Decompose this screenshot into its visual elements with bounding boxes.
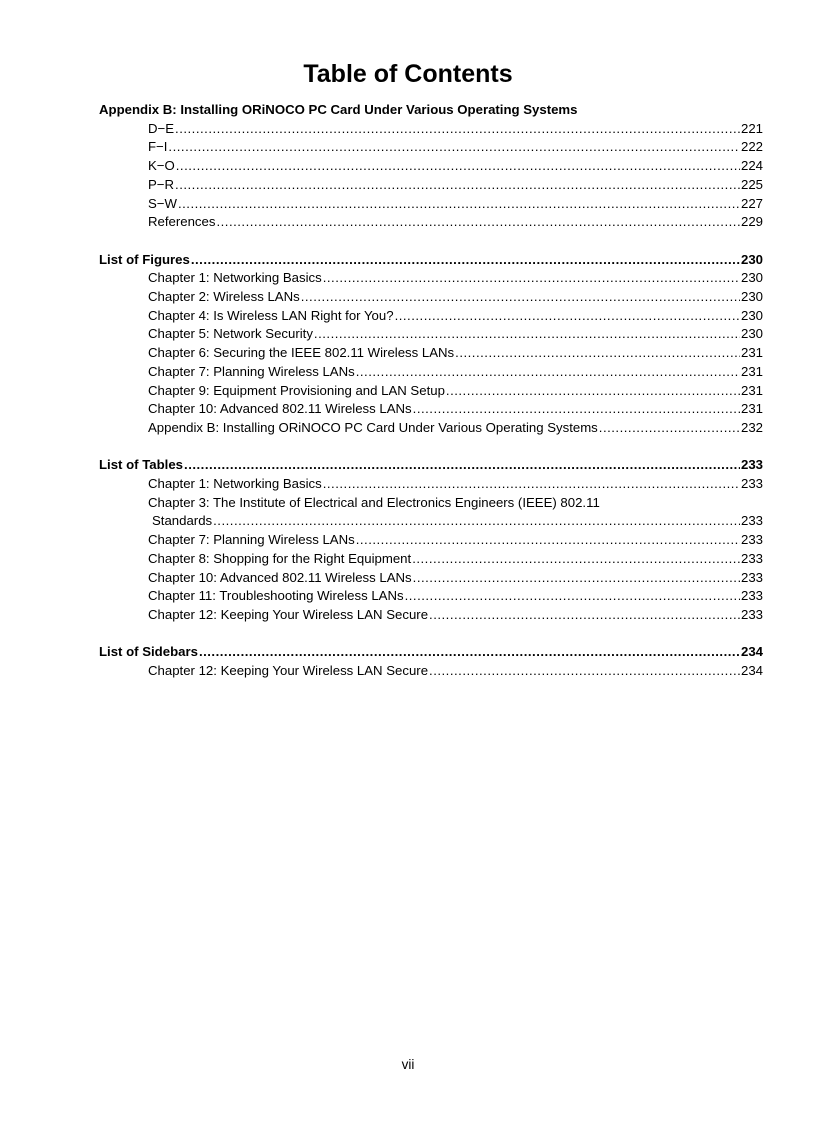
toc-entry-page: 231 <box>740 363 763 379</box>
section-heading-list-of-tables[interactable] <box>99 456 763 475</box>
dot-leader <box>178 195 740 214</box>
table-of-contents <box>99 101 763 681</box>
dot-leader <box>168 138 740 157</box>
toc-section-page: 234 <box>740 644 763 660</box>
toc-entry-s-w[interactable] <box>99 195 763 214</box>
toc-entry-page: 230 <box>740 270 763 286</box>
toc-entry[interactable] <box>99 325 763 344</box>
toc-entry-label: Chapter 7: Planning Wireless LANs <box>148 363 355 379</box>
dot-leader <box>599 419 740 438</box>
toc-entry-label: F−I <box>148 139 168 155</box>
toc-entry-page: 233 <box>740 606 763 622</box>
toc-entry-label: Chapter 10: Advanced 802.11 Wireless LANs <box>148 401 412 417</box>
toc-entry-label: S−W <box>148 195 177 211</box>
dot-leader <box>314 325 740 344</box>
dot-leader <box>413 400 740 419</box>
toc-entry-label: Chapter 6: Securing the IEEE 802.11 Wireless LANs <box>148 345 455 361</box>
toc-entry-page: 230 <box>740 307 763 323</box>
toc-entry[interactable] <box>99 363 763 382</box>
toc-entry[interactable] <box>99 307 763 326</box>
toc-entry-label: References <box>148 214 216 230</box>
toc-entry-label: Chapter 7: Planning Wireless LANs <box>148 532 355 548</box>
toc-entry-k-o[interactable] <box>99 157 763 176</box>
toc-section-label: List of Tables <box>99 457 184 473</box>
toc-entry[interactable] <box>99 550 763 569</box>
toc-entry[interactable] <box>99 288 763 307</box>
dot-leader <box>323 269 740 288</box>
toc-section-page: 230 <box>740 251 763 267</box>
toc-entry-label: Chapter 2: Wireless LANs <box>148 289 300 305</box>
toc-entry[interactable] <box>99 419 763 438</box>
toc-entry-label: Chapter 10: Advanced 802.11 Wireless LANs <box>148 569 412 585</box>
toc-entry[interactable] <box>99 344 763 363</box>
toc-entry[interactable] <box>99 382 763 401</box>
page-title: Table of Contents <box>303 60 513 88</box>
toc-entry-label: K−O <box>148 158 175 174</box>
toc-section-page: 233 <box>740 457 763 473</box>
toc-entry-page: 229 <box>740 214 763 230</box>
dot-leader <box>199 643 740 662</box>
toc-entry-label: Chapter 1: Networking Basics <box>148 270 322 286</box>
toc-entry-page: 227 <box>740 195 763 211</box>
toc-entry-label: P−R <box>148 176 175 192</box>
dot-leader <box>191 251 740 270</box>
toc-entry-label: Chapter 11: Troubleshooting Wireless LANs <box>148 588 404 604</box>
dot-leader <box>216 213 740 232</box>
toc-entry-page: 233 <box>740 513 763 529</box>
toc-entry-label: Appendix B: Installing ORiNOCO PC Card Under Various Operating Systems <box>148 419 598 435</box>
toc-section-label: List of Sidebars <box>99 644 198 660</box>
page-number: vii <box>401 1057 415 1072</box>
toc-entry-label: Chapter 5: Network Security <box>148 326 313 342</box>
toc-entry-page: 224 <box>740 158 763 174</box>
dot-leader <box>395 307 740 326</box>
dot-leader <box>301 288 740 307</box>
dot-leader <box>184 456 740 475</box>
toc-entry-label: Chapter 1: Networking Basics <box>148 476 322 492</box>
toc-entry-f-i[interactable] <box>99 138 763 157</box>
toc-entry-page: 231 <box>740 345 763 361</box>
toc-entry[interactable] <box>99 606 763 625</box>
toc-entry[interactable] <box>99 587 763 606</box>
dot-leader <box>405 587 740 606</box>
toc-entry[interactable] <box>99 400 763 419</box>
toc-entry-references[interactable] <box>99 213 763 232</box>
toc-entry-page: 233 <box>740 569 763 585</box>
toc-entry-page: 231 <box>740 382 763 398</box>
toc-entry-label: Chapter 12: Keeping Your Wireless LAN Secure <box>148 606 429 622</box>
toc-entry-d-e[interactable] <box>99 120 763 139</box>
dot-leader <box>323 475 740 494</box>
toc-entry-page: 234 <box>740 663 763 679</box>
toc-entry-page: 233 <box>740 476 763 492</box>
toc-entry-page: 230 <box>740 326 763 342</box>
toc-entry-page: 232 <box>740 419 763 435</box>
toc-entry-label: D−E <box>148 120 175 136</box>
dot-leader <box>412 550 740 569</box>
section-heading-list-of-figures[interactable] <box>99 251 763 270</box>
toc-entry[interactable] <box>99 512 763 531</box>
dot-leader <box>455 344 740 363</box>
toc-entry[interactable] <box>99 531 763 550</box>
toc-entry-label: Chapter 8: Shopping for the Right Equipment <box>148 550 412 566</box>
toc-entry[interactable] <box>99 475 763 494</box>
dot-leader <box>446 382 740 401</box>
toc-entry-label: Chapter 4: Is Wireless LAN Right for You? <box>148 307 394 323</box>
toc-entry-label: Chapter 12: Keeping Your Wireless LAN Secure <box>148 663 429 679</box>
dot-leader <box>356 363 740 382</box>
toc-entry-page: 231 <box>740 401 763 417</box>
toc-section-label: List of Figures <box>99 251 190 267</box>
dot-leader <box>175 176 740 195</box>
dot-leader <box>413 569 740 588</box>
toc-entry-page: 233 <box>740 588 763 604</box>
section-heading-list-of-sidebars[interactable] <box>99 643 763 662</box>
toc-entry[interactable] <box>99 662 763 681</box>
toc-entry-label-line1[interactable]: Chapter 3: The Institute of Electrical and Electronics Engineers (IEEE) 802.11 <box>148 494 600 510</box>
dot-leader <box>213 512 740 531</box>
dot-leader <box>176 157 740 176</box>
section-heading-appendix-b[interactable]: Appendix B: Installing ORiNOCO PC Card Under Various Operating Systems <box>99 102 578 117</box>
toc-entry-label: Chapter 9: Equipment Provisioning and LAN Setup <box>148 382 445 398</box>
toc-entry-page: 222 <box>740 139 763 155</box>
toc-entry-p-r[interactable] <box>99 176 763 195</box>
toc-entry-page: 233 <box>740 550 763 566</box>
toc-entry-page: 230 <box>740 289 763 305</box>
dot-leader <box>429 606 740 625</box>
toc-entry-page: 221 <box>740 120 763 136</box>
toc-entry[interactable] <box>99 269 763 288</box>
dot-leader <box>429 662 740 681</box>
dot-leader <box>356 531 740 550</box>
toc-entry[interactable] <box>99 569 763 588</box>
toc-entry-page: 233 <box>740 532 763 548</box>
dot-leader <box>175 120 740 139</box>
toc-entry-label-line2: Standards <box>152 513 213 529</box>
toc-entry-page: 225 <box>740 176 763 192</box>
